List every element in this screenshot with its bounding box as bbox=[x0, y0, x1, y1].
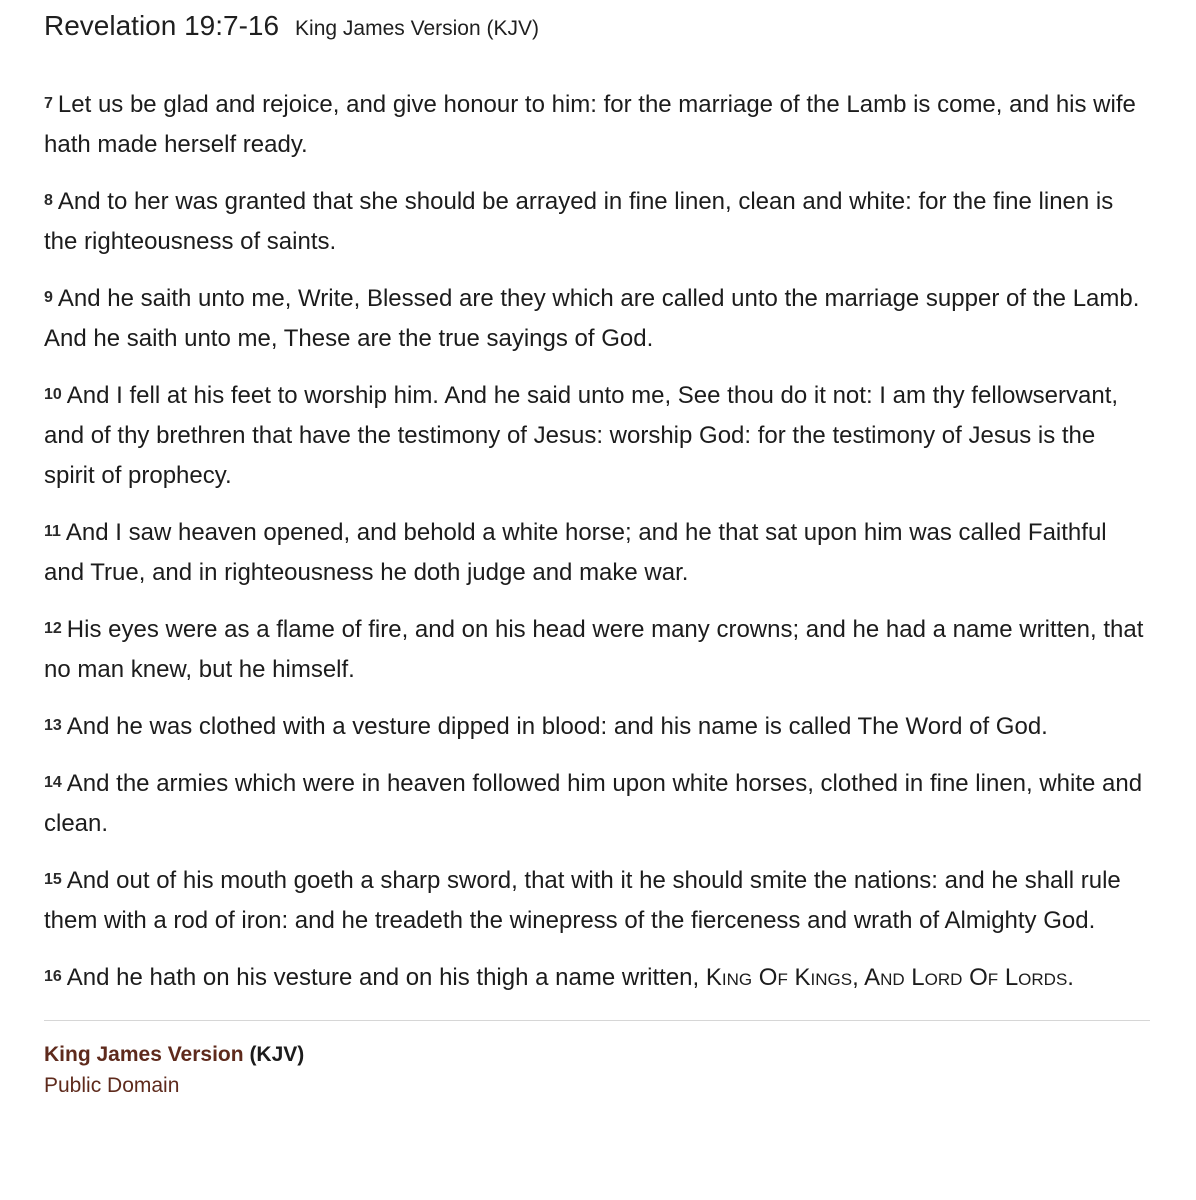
version-abbreviation: (KJV) bbox=[249, 1043, 305, 1066]
verse bbox=[44, 763, 1150, 844]
footer-version-line bbox=[44, 1039, 1150, 1070]
divine-title: King Of Kings, And Lord Of Lords bbox=[705, 964, 1068, 991]
verse-number: 7 bbox=[44, 95, 53, 112]
verse-text: And I fell at his feet to worship him. And he said unto me, See thou do it not: I am thy fellowservant, and of thy brethren that have the testimony of Jesus: worship God: for the testimony of Jesus is the spirit of prophecy. bbox=[44, 382, 1119, 489]
verse-number: 15 bbox=[44, 871, 62, 888]
verse-number: 16 bbox=[44, 968, 62, 985]
verse bbox=[44, 278, 1150, 359]
verse bbox=[44, 181, 1150, 262]
version-label: King James Version (KJV) bbox=[295, 17, 539, 40]
verse bbox=[44, 375, 1150, 496]
verse-end: . bbox=[1067, 964, 1074, 991]
verse-text: And he hath on his vesture and on his thigh a name written, bbox=[66, 964, 700, 991]
verse bbox=[44, 512, 1150, 593]
verse-text: His eyes were as a flame of fire, and on his head were many crowns; and he had a name written, that no man knew, but he himself. bbox=[44, 616, 1144, 683]
verse bbox=[44, 706, 1150, 747]
version-link[interactable]: King James Version bbox=[44, 1043, 244, 1066]
verse bbox=[44, 609, 1150, 690]
verse-text: And he was clothed with a vesture dipped in blood: and his name is called The Word of God. bbox=[66, 713, 1048, 740]
footer-divider bbox=[44, 1020, 1150, 1021]
verse bbox=[44, 957, 1150, 998]
verse-number: 14 bbox=[44, 774, 62, 791]
copyright-notice: Public Domain bbox=[44, 1074, 180, 1097]
verse bbox=[44, 84, 1150, 165]
verse bbox=[44, 860, 1150, 941]
passage-header bbox=[44, 10, 1150, 50]
verse-number: 10 bbox=[44, 386, 62, 403]
verse-text: And the armies which were in heaven followed him upon white horses, clothed in fine linen, white and clean. bbox=[44, 770, 1143, 837]
verse-number: 9 bbox=[44, 289, 53, 306]
version-footer bbox=[44, 1039, 1150, 1101]
verse-text: And to her was granted that she should be arrayed in fine linen, clean and white: for the fine linen is the righteousness of saints. bbox=[44, 188, 1114, 255]
verse-text: And he saith unto me, Write, Blessed are they which are called unto the marriage supper of the Lamb. And he saith unto me, These are the true sayings of God. bbox=[44, 285, 1140, 352]
verse-text: Let us be glad and rejoice, and give honour to him: for the marriage of the Lamb is come, and his wife hath made herself ready. bbox=[44, 91, 1136, 158]
verse-number: 13 bbox=[44, 717, 62, 734]
passage-page bbox=[44, 0, 1150, 1101]
verse-list bbox=[44, 84, 1150, 998]
verse-number: 12 bbox=[44, 620, 62, 637]
verse-text: And out of his mouth goeth a sharp sword, that with it he should smite the nations: and he shall rule them with a rod of iron: and he treadeth the winepress of the fierceness and wrath of Almighty God. bbox=[44, 867, 1121, 934]
verse-number: 11 bbox=[44, 523, 61, 540]
verse-number: 8 bbox=[44, 192, 53, 209]
passage-reference: Revelation 19:7-16 bbox=[44, 10, 280, 41]
verse-text: And I saw heaven opened, and behold a white horse; and he that sat upon him was called Faithful and True, and in righteousness he doth judge and make war. bbox=[44, 519, 1107, 586]
